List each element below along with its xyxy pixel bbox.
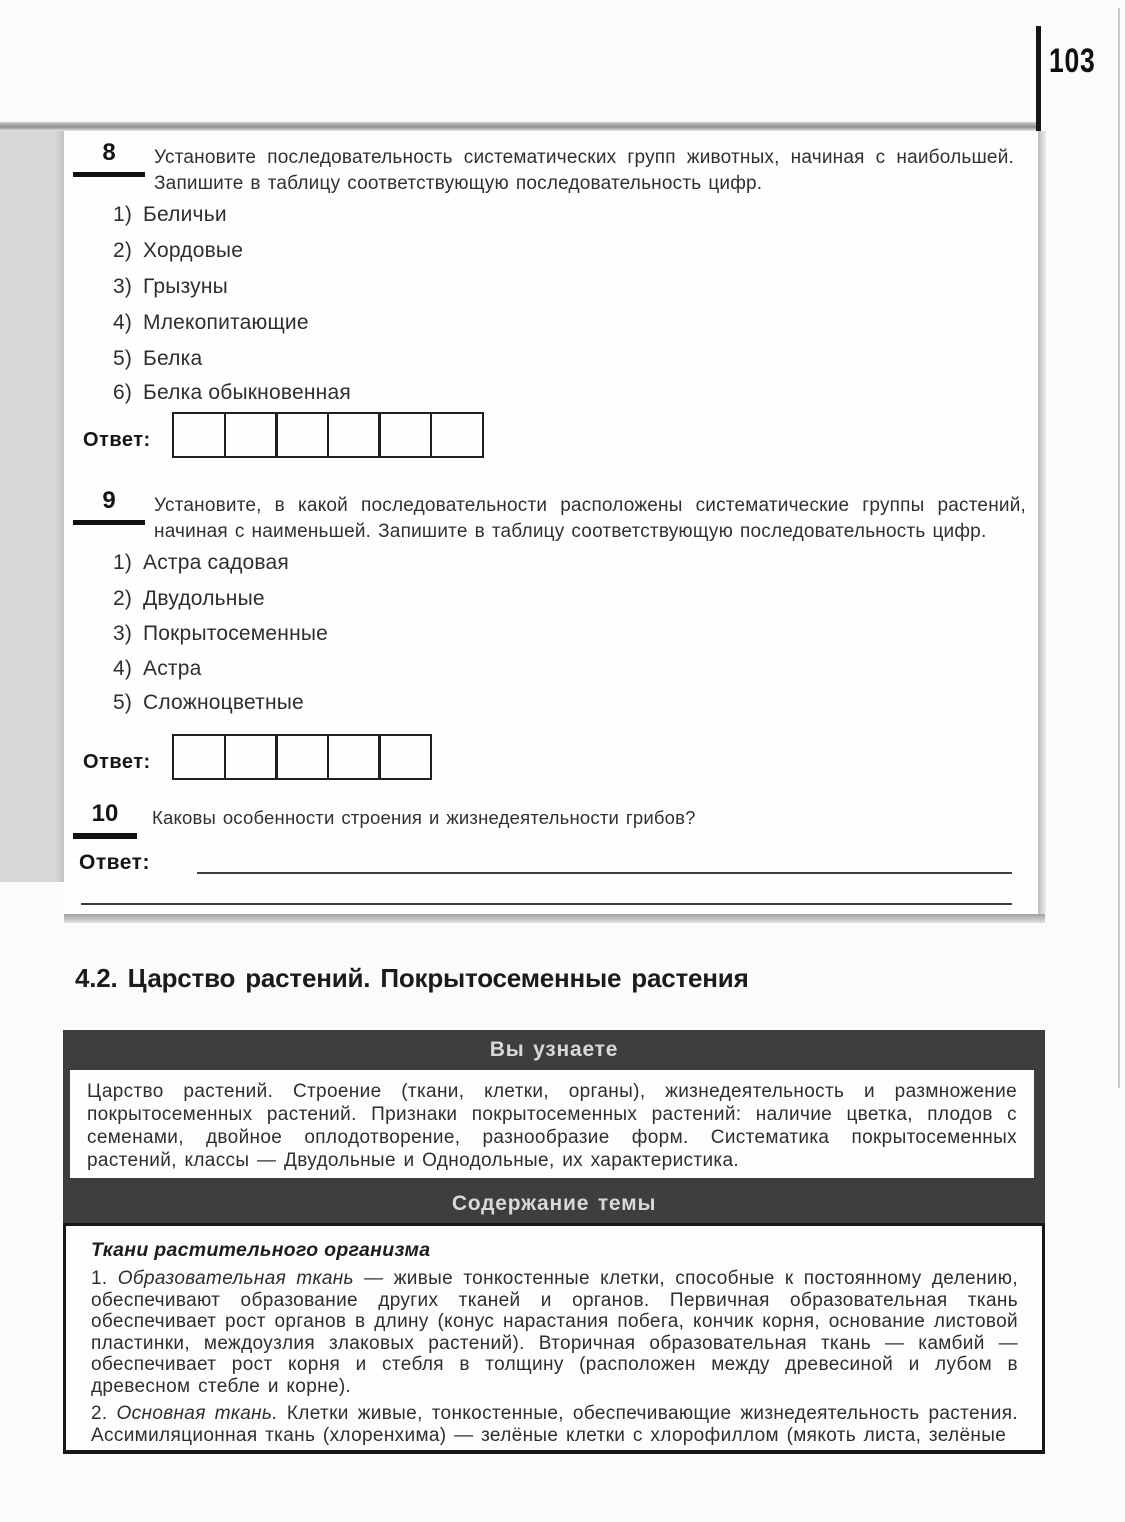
term-italic: Образовательная ткань: [117, 1268, 354, 1289]
list-item: 1) Беличьи: [113, 203, 227, 226]
question-10-number: 10: [73, 800, 137, 839]
learn-box-text: Царство растений. Строение (ткани, клетки, органы), жизнедеятельность и размножение покрытосеменных растений. Признаки покрытосеменных растений: наличие цветка, плодов с семенами, двойное оплодотворение, разнообразие форм. Систематика покрытосеменных растений, классы — Двудольные и Однодольные, их характеристика.: [87, 1081, 1017, 1171]
answer-cell[interactable]: [224, 734, 278, 780]
answer-cell[interactable]: [327, 734, 381, 780]
list-item: 5) Сложноцветные: [113, 691, 304, 714]
card-top-shadow: [0, 122, 1040, 131]
list-item: 3) Покрытосеменные: [113, 622, 329, 645]
answer-cell[interactable]: [275, 412, 329, 458]
question-number-underline: [73, 172, 145, 177]
list-item: 3) Грызуны: [113, 275, 228, 298]
content-box-header: [63, 1185, 1045, 1223]
page-number-rule: [1036, 26, 1041, 131]
page-number: 103: [1049, 42, 1096, 80]
answer-label: Ответ:: [83, 429, 151, 451]
page-edge-line: [1118, 8, 1120, 1088]
answer-label: Ответ:: [83, 751, 151, 773]
list-item: 2) Хордовые: [113, 239, 244, 262]
content-paragraph-1: 1. Образовательная ткань — живые тонкостенные клетки, способные к постоянному делению, обеспечивают образование других тканей и органов. Первичная образовательная ткань обеспечивает рост органов в длину (конус нарастания побега, кончик корня, основание листовой пластинки, междоузлия злаковых растений). Вторичная образовательная ткань — камбий — обеспечивает рост корня и стебля в толщину (расположен между древесиной и лубом в древесном стебле и корне).: [91, 1268, 1018, 1397]
content-subheading: Ткани растительного организма: [91, 1239, 431, 1261]
question-8-text: Установите последовательность систематических групп животных, начиная с наибольшей. Запишите в таблицу соответствующую последовательность цифр.: [154, 147, 1014, 194]
answer-cell[interactable]: [275, 734, 329, 780]
answer-writing-line[interactable]: [81, 903, 1012, 905]
question-number-underline: [73, 833, 137, 839]
card-bottom-shadow: [64, 914, 1045, 923]
list-item: 4) Астра: [113, 657, 202, 680]
content-box-body: [63, 1223, 1045, 1454]
question-8-number: 8: [73, 139, 145, 177]
question-9-number: 9: [73, 487, 145, 525]
term-italic: Основная ткань.: [116, 1403, 278, 1424]
list-item: 6) Белка обыкновенная: [113, 381, 351, 404]
learn-box-panel: [70, 1070, 1034, 1178]
learn-box: [63, 1030, 1045, 1185]
content-paragraph-2: 2. Основная ткань. Клетки живые, тонкостенные, обеспечивающие жизнедеятельность растения. Ассимиляционная ткань (хлоренхима) — зелёные клетки с хлорофиллом (мякоть листа, зелёные: [91, 1403, 1018, 1446]
answer-writing-line[interactable]: [197, 872, 1012, 874]
card-right-shadow: [1038, 131, 1046, 914]
card-left-shadow: [54, 122, 64, 882]
list-item: 5) Белка: [113, 347, 203, 370]
question-10-text: Каковы особенности строения и жизнедеятельности грибов?: [152, 807, 696, 828]
answer-cell[interactable]: [172, 734, 226, 780]
list-item: 2) Двудольные: [113, 587, 265, 610]
list-item: 4) Млекопитающие: [113, 311, 309, 334]
answer-boxes-q9: [172, 734, 432, 780]
learn-box-title: Вы узнаете: [489, 1038, 619, 1061]
answer-cell[interactable]: [378, 734, 432, 780]
answer-cell[interactable]: [378, 412, 432, 458]
answer-cell[interactable]: [430, 412, 484, 458]
question-9-text: Установите, в какой последовательности расположены систематические группы растений, начиная с наименьшей. Запишите в таблицу соответствующую последовательность цифр.: [154, 495, 1026, 542]
answer-cell[interactable]: [172, 412, 226, 458]
question-number-underline: [73, 520, 145, 525]
answer-cell[interactable]: [224, 412, 278, 458]
list-item: 1) Астра садовая: [113, 551, 290, 574]
content-box-title: Содержание темы: [451, 1192, 657, 1215]
answer-label: Ответ:: [79, 851, 150, 874]
answer-cell[interactable]: [327, 412, 381, 458]
section-heading: 4.2. Царство растений. Покрытосеменные растения: [75, 963, 749, 993]
answer-boxes-q8: [172, 412, 484, 458]
